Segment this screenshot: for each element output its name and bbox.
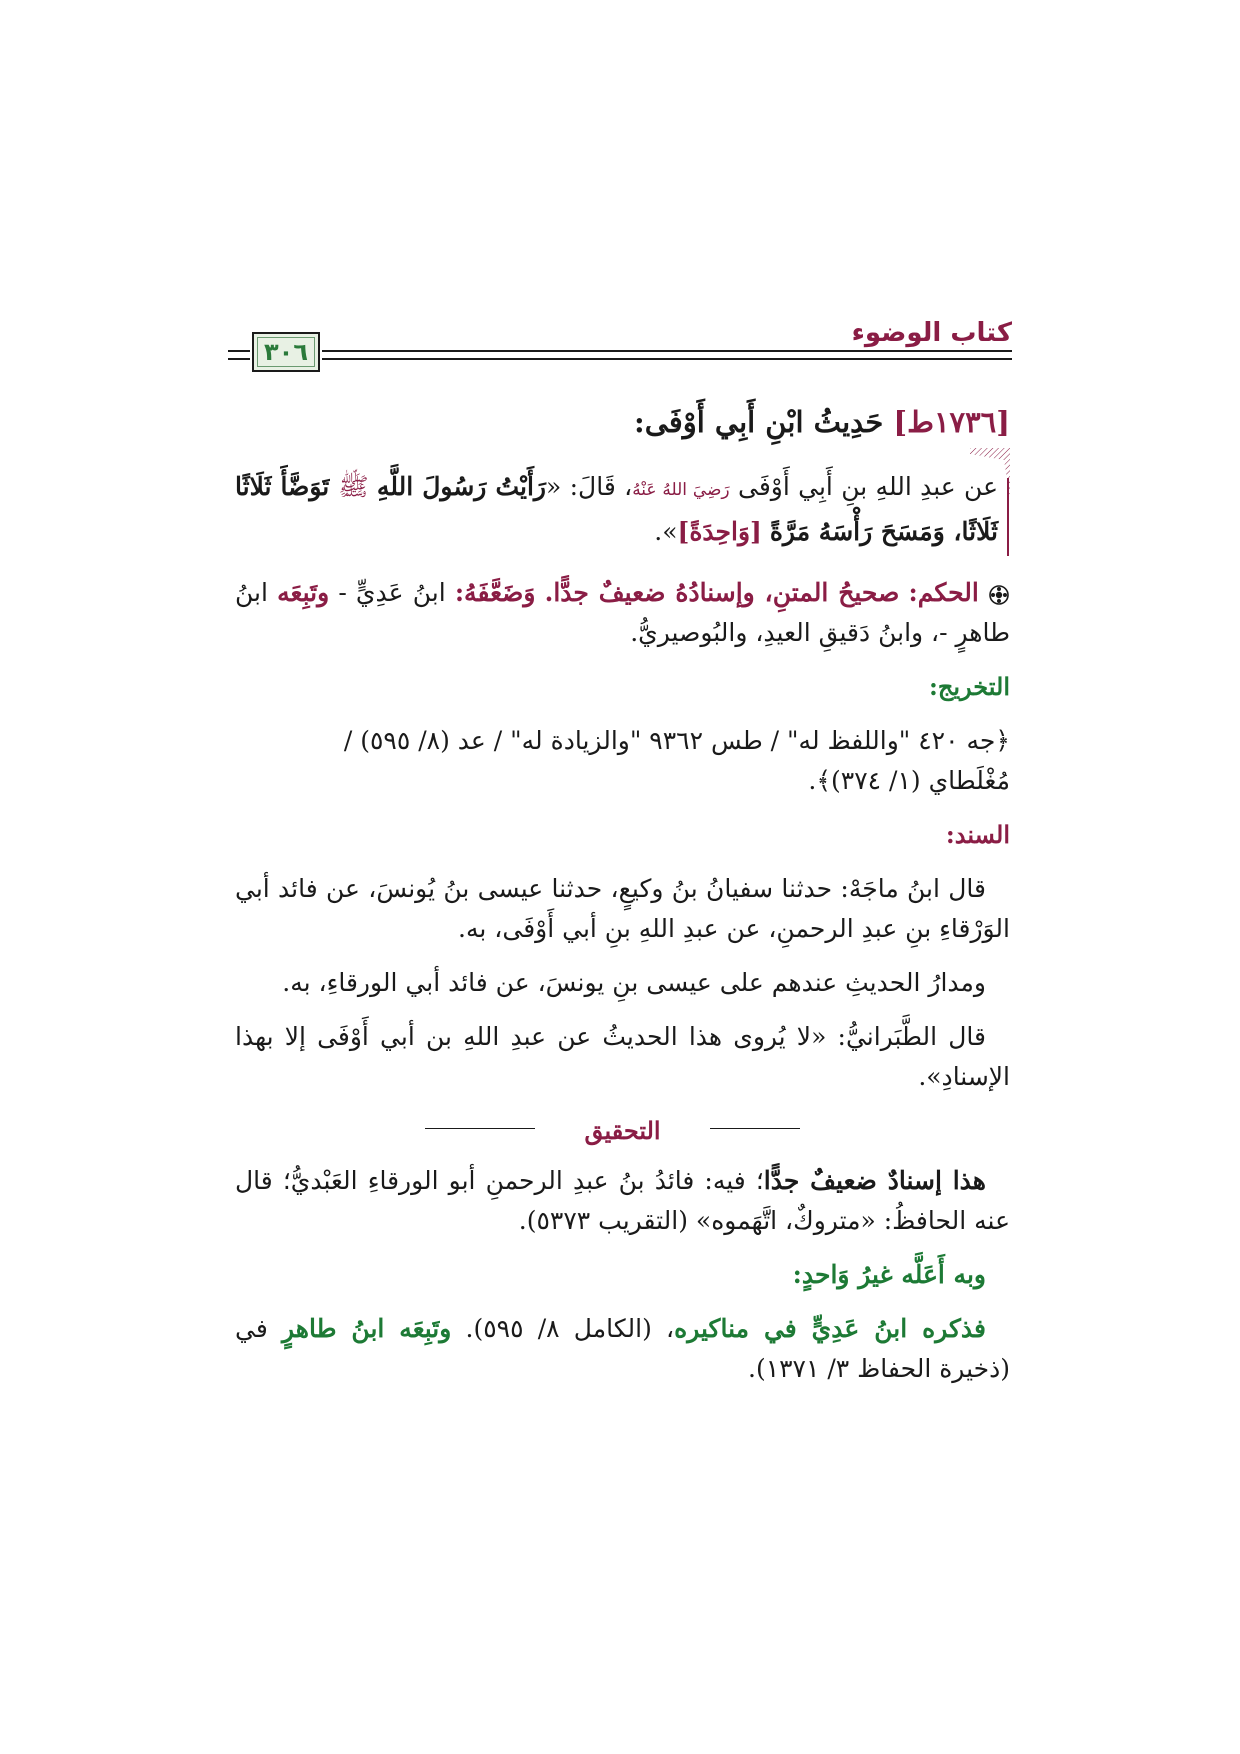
tahqiq-paragraph-2 xyxy=(235,1309,1010,1389)
tahqiq-p2-rest: في (ذخيرة الحفاظ ٣/ ١٣٧١). xyxy=(235,1314,1010,1383)
tahqiq-title: التحقيق xyxy=(584,1116,661,1145)
hadith-number: [١٧٣٦ط] xyxy=(893,405,1010,439)
sanad-label: السند: xyxy=(945,820,1010,849)
page-header xyxy=(232,318,1012,378)
ruling-label: الحكم: xyxy=(908,578,979,607)
salla-honorific: ﷺ xyxy=(338,472,369,501)
ruling-paragraph xyxy=(235,573,1010,653)
divider-line-right xyxy=(710,1128,800,1129)
page-number: ٣٠٦ xyxy=(264,338,308,366)
tahqiq-p1-rest: ؛ فيه: فائدُ بنُ عبدِ الرحمنِ أبو الورقاءِ العَبْديُّ؛ قال عنه الحافظُ: «متروكٌ، اتَّهَموه» (التقريب ٥٣٧٣). xyxy=(235,1166,1010,1235)
tahqiq-heading: وبه أَعَلَّه غيرُ وَاحدٍ: xyxy=(792,1260,986,1289)
hadith-matn xyxy=(235,466,1010,553)
tahqiq-divider xyxy=(235,1111,1010,1145)
hadith-name: حَدِيثُ ابْنِ أَبِي أَوْفَى: xyxy=(634,405,884,439)
matn-extra: [وَاحِدَةً] xyxy=(677,517,762,546)
header-rule-bottom xyxy=(322,358,1012,360)
header-rule-top xyxy=(322,350,1012,352)
page-box-frame xyxy=(257,337,315,367)
matn-intro: عن عبدِ اللهِ بنِ أَبِي أَوْفَى xyxy=(729,472,998,501)
weakened-by: ابنُ عَدِيٍّ - xyxy=(338,578,446,607)
matn-quote-a: رَأَيْتُ رَسُولَ اللَّهِ xyxy=(376,472,546,501)
book-title: كتاب الوضوء xyxy=(851,318,1012,348)
sanad-paragraph-2: ومدارُ الحديثِ عندهم على عيسى بنِ يونسَ، عن فائد أبي الورقاءِ، به. xyxy=(282,968,986,997)
matn-qala: ، قَالَ: « xyxy=(545,472,633,501)
page-content xyxy=(235,400,1010,1403)
followed-label: وتَبِعَه xyxy=(277,578,330,607)
ruling-verdict: صحيحُ المتنِ، وإسنادُهُ ضعيفٌ جدًّا. xyxy=(544,578,900,607)
header-rule-left-bottom xyxy=(228,358,250,360)
takhrij-line-2: مُغْلَطاي (١/ ٣٧٤)﴾. xyxy=(808,766,1010,795)
weakened-label: وَضَعَّفَهُ: xyxy=(454,578,536,607)
tahqiq-p2-mid: ، (الكامل ٨/ ٥٩٥). xyxy=(451,1314,675,1343)
header-rule-left-top xyxy=(228,350,250,352)
tahqiq-p2-green-1: فذكره ابنُ عَدِيٍّ في مناكيره xyxy=(674,1314,986,1343)
hadith-title xyxy=(235,400,1010,444)
takhrij-label: التخريج: xyxy=(929,672,1010,701)
tahqiq-verdict: هذا إسنادٌ ضعيفٌ جدًّا xyxy=(763,1166,986,1195)
tahqiq-paragraph-1 xyxy=(235,1161,1010,1241)
radi-honorific: رَضِيَ اللهُ عَنْهُ xyxy=(632,480,730,500)
sanad-paragraph-3: قال الطَّبَرانيُّ: «لا يُروى هذا الحديثُ عن عبدِ اللهِ بن أبي أَوْفَى إلا بهذا الإسنادِ». xyxy=(235,1022,1010,1091)
matn-quote-b: تَوَضَّأَ ثَلَاثًا ثَلَاثًا، وَمَسَحَ رَأْسَهُ مَرَّةً xyxy=(235,472,998,546)
takhrij-text xyxy=(235,721,1010,801)
matn-end: ». xyxy=(654,517,678,546)
takhrij-line-1: ﴿جه ٤٢٠ "واللفظ له" / طس ٩٣٦٢ "والزيادة له" / عد (٨/ ٥٩٥) / xyxy=(343,726,1010,755)
page-number-box xyxy=(252,332,320,372)
flower-ornament-icon xyxy=(988,584,1010,606)
divider-line-left xyxy=(425,1128,535,1129)
ruling-rest: ابنُ طاهرٍ -، وابنُ دَقيقِ العيدِ، والبُوصيريُّ. xyxy=(235,578,1010,647)
sanad-paragraph-1: قال ابنُ ماجَهْ: حدثنا سفيانُ بنُ وكيعٍ، حدثنا عيسى بنُ يُونسَ، عن فائد أبي الوَرْقاءِ بنِ عبدِ الرحمنِ، عن عبدِ اللهِ بنِ أبي أَوْفَى، به. xyxy=(235,874,1010,943)
tahqiq-p2-green-2: وتَبِعَه ابنُ طاهرٍ xyxy=(281,1314,452,1343)
